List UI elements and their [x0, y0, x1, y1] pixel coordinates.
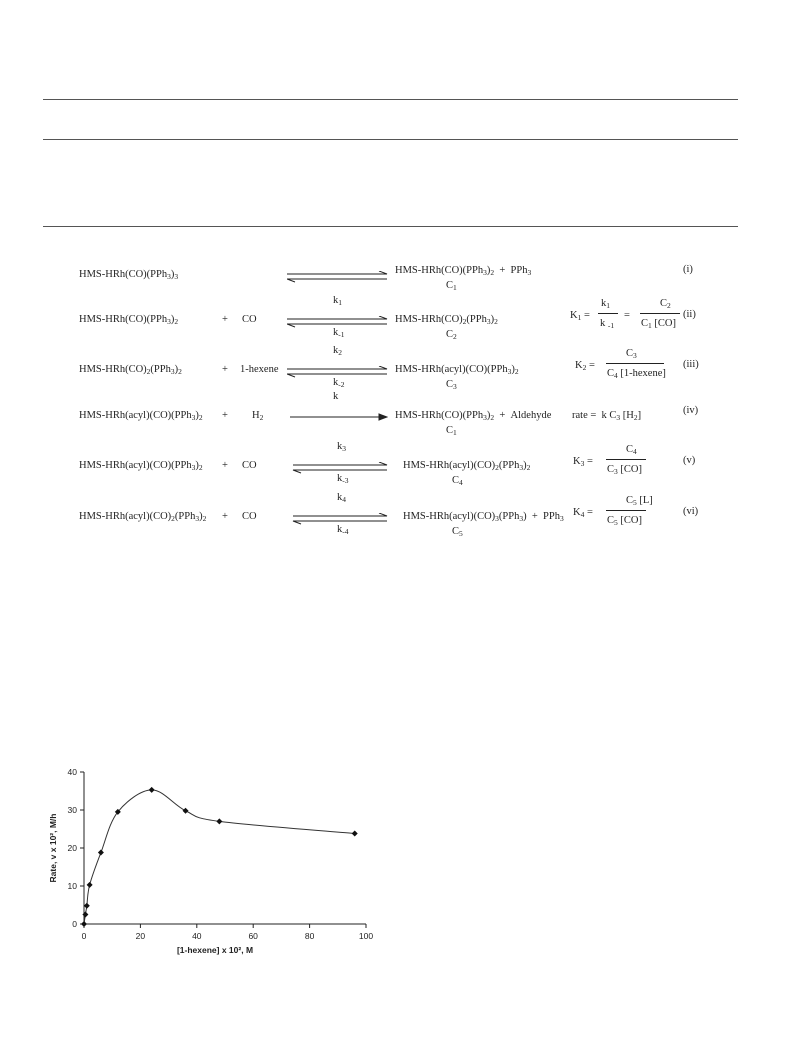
- fraction-denominator: k $_{-1}$: [600, 318, 615, 330]
- rate-constant-reverse: $k_{-2}$: [333, 377, 345, 389]
- rate-constant-reverse: $k_{-3}$: [337, 473, 349, 485]
- data-point: [216, 818, 222, 824]
- x-axis-title: [1-hexene] x 10², M: [176, 945, 254, 955]
- rate-constant-reverse: $k_{-1}$: [333, 327, 345, 339]
- plus-sign: +: [222, 410, 228, 421]
- rate-expression: rate = k $C_3$ $[H_2]$: [572, 410, 642, 422]
- data-point: [81, 921, 87, 927]
- co-reactant: 1-hexene: [240, 364, 279, 375]
- fraction-bar: [640, 313, 680, 314]
- fraction-bar: [598, 313, 618, 314]
- rate-constant-forward: k: [333, 391, 339, 402]
- x-tick-label: 20: [135, 931, 146, 941]
- fraction-denominator: $C_4$ [1-hexene]: [607, 368, 666, 380]
- equation-number: (v): [683, 455, 696, 466]
- rate-constant-forward: $k_4$: [337, 492, 346, 504]
- product: HMS-$HRh(CO)_2(PPh_3)_2$: [395, 314, 498, 326]
- reactant: HMS-$HRh(CO)_2(PPh_3)_2$: [79, 364, 182, 376]
- equation-number: (iii): [683, 359, 699, 370]
- fraction-numerator: $k_1$: [601, 298, 610, 310]
- fraction-numerator: $C_4$: [626, 444, 637, 456]
- fraction-denominator: $C_5$ [CO]: [607, 515, 642, 527]
- x-tick-label: 60: [248, 931, 258, 941]
- species-label: $C_4$: [452, 475, 463, 487]
- equals-sign: =: [624, 310, 630, 321]
- y-tick-label: 20: [67, 843, 77, 853]
- equilibrium-constant: $K_1$ =: [570, 310, 590, 322]
- reaction-arrow: [287, 412, 388, 424]
- data-point: [87, 882, 93, 888]
- plus-sign: +: [222, 511, 228, 522]
- species-label: $C_2$: [446, 329, 457, 341]
- data-point: [183, 808, 189, 814]
- data-point: [98, 850, 104, 856]
- species-label: $C_3$: [446, 379, 457, 391]
- plus-sign: +: [222, 364, 228, 375]
- reactant: HMS-$HRh(acyl)(CO)(PPh_3)_2$: [79, 460, 203, 472]
- product: HMS-$HRh(CO)(PPh_3)_2$ + Aldehyde: [395, 410, 552, 422]
- equilibrium-constant: $K_4$ =: [573, 507, 593, 519]
- x-tick-label: 80: [304, 931, 315, 941]
- product: HMS-$HRh(acyl)(CO)(PPh_3)_2$: [395, 364, 519, 376]
- equation-number: (ii): [683, 309, 696, 320]
- reactant: HMS-$HRh(CO)(PPh_3)_3$: [79, 269, 179, 281]
- product: HMS-$HRh(CO)(PPh_3)_2 + PPh_3$: [395, 265, 532, 277]
- y-axis-title: Rate, v x 10², M/h: [48, 813, 58, 883]
- fraction-denominator: $C_3$ [CO]: [607, 464, 642, 476]
- x-tick-label: 40: [192, 931, 202, 941]
- reactant: HMS-$HRh(acyl)(CO)_2(PPh_3)_2$: [79, 511, 207, 523]
- data-point: [84, 903, 90, 909]
- reactant: HMS-$HRh(CO)(PPh_3)_2$: [79, 314, 179, 326]
- equilibrium-arrow: [287, 271, 388, 283]
- product: HMS-$HRh(acyl)(CO)_3(PPh_3) + PPh_3$: [403, 511, 564, 523]
- fraction-numerator: $C_2$: [660, 298, 671, 310]
- equilibrium-constant: $K_3$ =: [573, 456, 593, 468]
- data-point: [82, 912, 88, 918]
- table-rule-top: [43, 99, 738, 100]
- x-tick-label: 100: [358, 931, 374, 941]
- plus-sign: +: [222, 314, 228, 325]
- co-reactant: CO: [242, 314, 257, 325]
- species-label: $C_1$: [446, 425, 457, 437]
- rate-constant-reverse: $k_{-4}$: [337, 524, 349, 536]
- fraction-bar: [606, 510, 646, 511]
- species-label: $C_1$: [446, 280, 457, 292]
- co-reactant: CO: [242, 511, 257, 522]
- equation-number: (vi): [683, 506, 699, 517]
- equation-number: (i): [683, 264, 693, 275]
- data-point: [149, 787, 155, 793]
- co-reactant: $H_2$: [252, 410, 264, 422]
- data-point: [352, 831, 358, 837]
- fraction-bar: [606, 459, 646, 460]
- rate-constant-forward: $k_1$: [333, 295, 342, 307]
- fraction-numerator: $C_3$: [626, 348, 637, 360]
- co-reactant: CO: [242, 460, 257, 471]
- x-tick-label: 0: [81, 931, 87, 941]
- table-rule-header: [43, 139, 738, 140]
- rate-chart: [44, 762, 374, 962]
- plus-sign: +: [222, 460, 228, 471]
- product: HMS-$HRh(acyl)(CO)_2(PPh_3)_2$: [403, 460, 531, 472]
- species-label: $C_5$: [452, 526, 463, 538]
- y-tick-label: 40: [67, 767, 77, 777]
- fraction-numerator: $C_5$ [L]: [626, 495, 653, 507]
- fraction-bar: [606, 363, 664, 364]
- equation-number: (iv): [683, 405, 699, 416]
- rate-constant-forward: $k_2$: [333, 345, 342, 357]
- table-rule-bottom: [43, 226, 738, 227]
- y-tick-label: 30: [67, 805, 77, 815]
- y-tick-label: 0: [72, 919, 77, 929]
- equilibrium-constant: $K_2$ =: [575, 360, 595, 372]
- fraction-denominator: $C_1$ [CO]: [641, 318, 676, 330]
- y-tick-label: 10: [67, 881, 77, 891]
- series-line: [84, 790, 355, 924]
- reactant: HMS-$HRh(acyl)(CO)(PPh_3)_2$: [79, 410, 203, 422]
- rate-constant-forward: $k_3$: [337, 441, 346, 453]
